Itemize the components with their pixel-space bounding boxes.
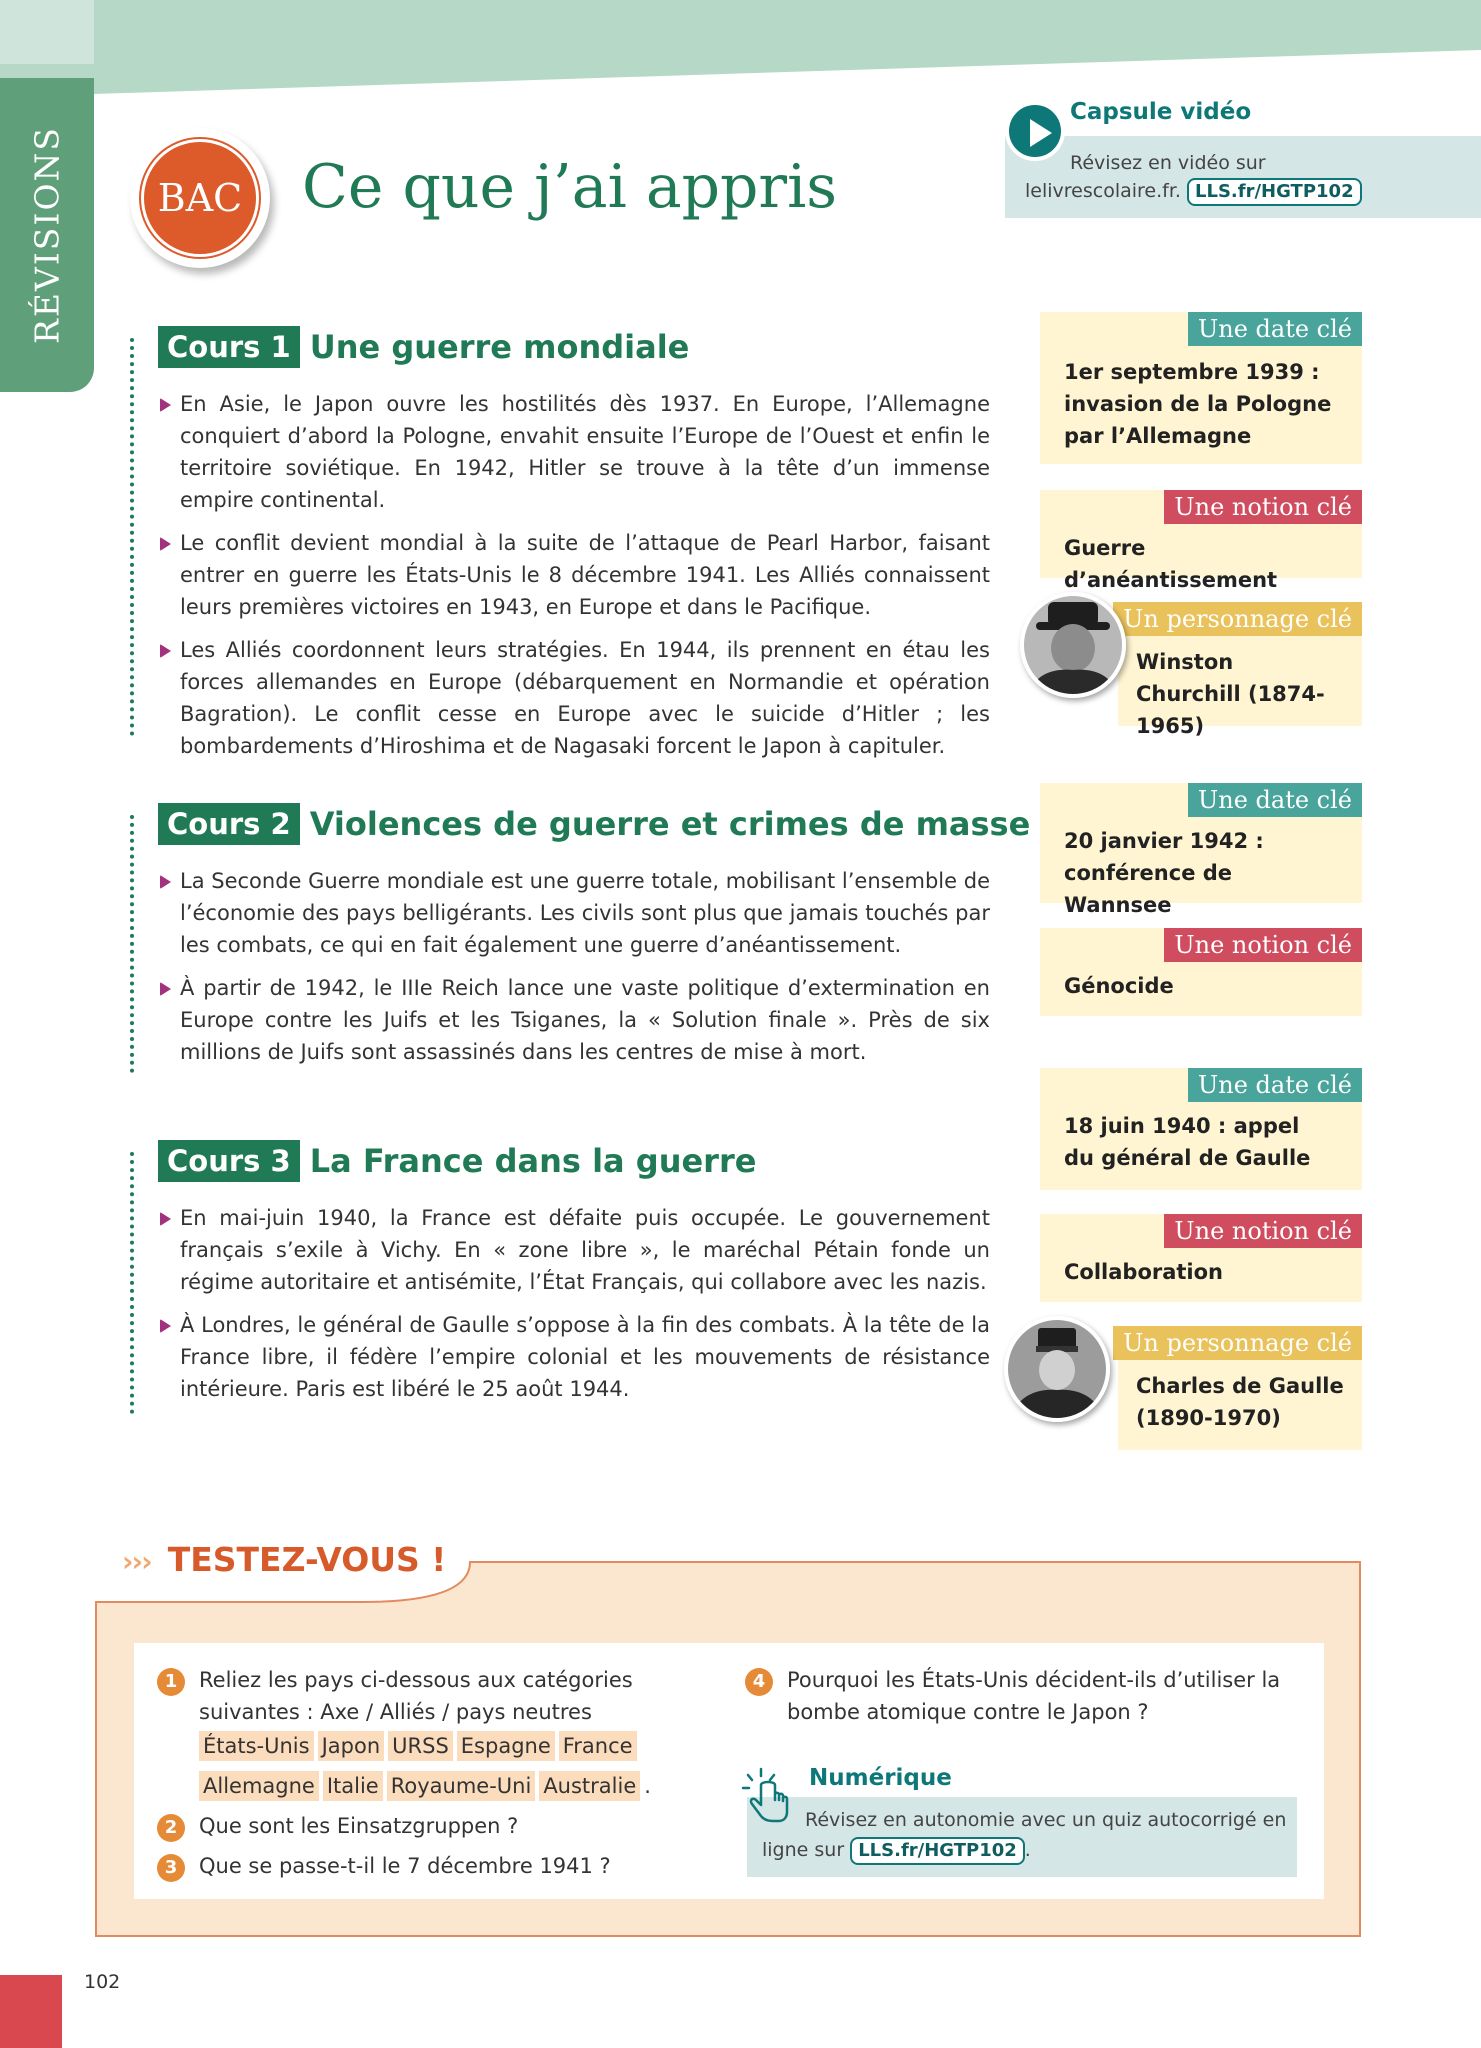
- capsule-video-box: [1005, 96, 1481, 220]
- country-chip: États-Unis: [199, 1731, 314, 1761]
- churchill-portrait: [1020, 592, 1126, 698]
- cours-2-number: Cours 2: [158, 803, 300, 845]
- key-notion-text: Génocide: [1064, 974, 1174, 998]
- key-notion-tag: Une notion clé: [1164, 1214, 1362, 1248]
- capsule-link[interactable]: LLS.fr/HGTP102: [1187, 178, 1362, 206]
- cours-2-heading: [158, 803, 1030, 845]
- cours-1-list: [158, 388, 990, 773]
- pointing-hand-icon: [737, 1765, 797, 1825]
- key-date-card: [1040, 783, 1362, 917]
- cours-1-heading: [158, 326, 689, 368]
- revisions-side-tab: [0, 78, 94, 392]
- capsule-text-line2: [1025, 178, 1362, 206]
- country-chip: Royaume-Uni: [387, 1771, 536, 1801]
- key-date-text: 18 juin 1940 : appel du général de Gaulle: [1064, 1114, 1311, 1170]
- cours-1-section: [130, 326, 990, 758]
- country-chip: Espagne: [457, 1731, 555, 1761]
- question-text: Que sont les Einsatzgruppen ?: [199, 1814, 519, 1838]
- capsule-site: lelivrescolaire.fr.: [1025, 180, 1181, 202]
- key-notion-text: Collaboration: [1064, 1260, 1224, 1284]
- key-date-text: 1er septembre 1939 : invasion de la Pologne par l’Allemagne: [1064, 360, 1332, 448]
- numerique-text-line1: Révisez en autonomie avec un quiz autocorrigé en: [805, 1809, 1287, 1831]
- countries-row-1: [199, 1731, 641, 1761]
- dotted-rule: [130, 338, 136, 736]
- list-item: À Londres, le général de Gaulle s’oppose à la fin des combats. À la tête de la France libre, il fédère l’empire colonial et les mouvements de résistance intérieure. Paris est libéré le 25 août 1944.: [158, 1309, 990, 1405]
- top-decorative-band: [0, 0, 1481, 100]
- cours-1-number: Cours 1: [158, 326, 300, 368]
- question-text: Reliez les pays ci-dessous aux catégories suivantes : Axe / Alliés / pays neutres: [199, 1668, 633, 1724]
- key-person-tag: Un personnage clé: [1113, 602, 1362, 636]
- numerique-prefix: ligne sur: [762, 1839, 845, 1861]
- question-1: [157, 1664, 677, 1728]
- testez-vous-title: [122, 1540, 446, 1579]
- list-item: Les Alliés coordonnent leurs stratégies. En 1944, ils prennent en étau les forces allemandes en Europe (débarquement en Normandie et opération Bagration). Le conflit cesse en Europe avec le suicide d’Hitler ; les bombardements d’Hiroshima et de Nagasaki forcent le Japon à capituler.: [158, 634, 990, 762]
- question-number: 2: [157, 1814, 185, 1842]
- key-notion-card: [1040, 1214, 1362, 1302]
- page-number: 102: [84, 1971, 121, 1993]
- country-chip: Allemagne: [199, 1771, 319, 1801]
- key-notion-card: [1040, 928, 1362, 1016]
- play-icon[interactable]: [1005, 101, 1065, 161]
- question-text: Que se passe-t-il le 7 décembre 1941 ?: [199, 1854, 611, 1878]
- dotted-rule: [130, 1152, 136, 1414]
- cours-2-title: Violences de guerre et crimes de masse: [309, 805, 1031, 843]
- list-item: En Asie, le Japon ouvre les hostilités dès 1937. En Europe, l’Allemagne conquiert d’abord la Pologne, envahit ensuite l’Europe de l’Ouest et enfin le territoire soviétique. En 1942, Hitler se trouve à la tête d’un immense empire continental.: [158, 388, 990, 516]
- question-number: 3: [157, 1854, 185, 1882]
- cours-3-list: [158, 1202, 990, 1416]
- numerique-link[interactable]: LLS.fr/HGTP102: [850, 1837, 1025, 1865]
- cours-3-number: Cours 3: [158, 1140, 300, 1182]
- question-number: 1: [157, 1668, 185, 1696]
- key-person-text: Winston Churchill (1874-1965): [1136, 650, 1325, 738]
- footer-color-block: [0, 1975, 62, 2048]
- countries-row-2: Allemagne Italie Royaume-Uni Australie .: [199, 1771, 651, 1801]
- dotted-rule: [130, 815, 136, 1073]
- chevrons-icon: ›››: [122, 1545, 151, 1578]
- question-2: [157, 1810, 677, 1842]
- key-date-tag: Une date clé: [1188, 783, 1362, 817]
- country-chip: Australie: [539, 1771, 640, 1801]
- country-chip: Japon: [318, 1731, 385, 1761]
- cours-3-title: La France dans la guerre: [309, 1142, 757, 1180]
- key-notion-card: [1040, 490, 1362, 592]
- key-notion-tag: Une notion clé: [1164, 928, 1362, 962]
- testez-vous-label: TESTEZ-VOUS !: [167, 1540, 447, 1579]
- key-person-text: Charles de Gaulle (1890-1970): [1136, 1374, 1344, 1430]
- cours-1-title: Une guerre mondiale: [309, 328, 690, 366]
- key-person-card: [1118, 602, 1362, 738]
- key-date-tag: Une date clé: [1188, 1068, 1362, 1102]
- key-person-card: [1118, 1326, 1362, 1450]
- question-4: [745, 1664, 1285, 1728]
- capsule-title: Capsule vidéo: [1070, 99, 1252, 125]
- country-chip: URSS: [388, 1731, 453, 1761]
- numerique-box: [737, 1765, 1297, 1877]
- key-date-card: [1040, 1068, 1362, 1190]
- question-3: [157, 1850, 677, 1882]
- key-notion-tag: Une notion clé: [1164, 490, 1362, 524]
- numerique-text-line2: ligne sur LLS.fr/HGTP102 .: [762, 1837, 1031, 1865]
- list-item: Le conflit devient mondial à la suite de l’attaque de Pearl Harbor, faisant entrer en guerre les États-Unis le 8 décembre 1941. Les Alliés connaissent leurs premières victoires en 1943, en Europe et dans le Pacifique.: [158, 527, 990, 623]
- cours-3-section: [130, 1140, 990, 1410]
- cours-2-section: [130, 803, 1031, 1073]
- list-item: La Seconde Guerre mondiale est une guerre totale, mobilisant l’ensemble de l’économie des pays belligérants. Les civils sont plus que jamais touchés par les combats, ce qui en fait également une guerre d’anéantissement.: [158, 865, 990, 961]
- capsule-text-line1: Révisez en vidéo sur: [1070, 152, 1266, 174]
- key-notion-text: Guerre d’anéantissement: [1064, 536, 1278, 592]
- key-date-card: [1040, 312, 1362, 464]
- side-tab-label: RÉVISIONS: [27, 126, 67, 344]
- question-text: Pourquoi les États-Unis décident-ils d’utiliser la bombe atomique contre le Japon ?: [787, 1668, 1281, 1724]
- key-date-text: 20 janvier 1942 : conférence de Wannsee: [1064, 829, 1264, 917]
- cours-2-list: [158, 865, 990, 1079]
- country-chip: France: [559, 1731, 637, 1761]
- page-title: Ce que j’ai appris: [302, 152, 838, 222]
- key-date-tag: Une date clé: [1188, 312, 1362, 346]
- bac-badge: [130, 128, 270, 268]
- list-item: En mai-juin 1940, la France est défaite puis occupée. Le gouvernement français s’exile à Vichy. En « zone libre », le maréchal Pétain fonde un régime autoritaire et antisémite, l’État Français, qui collabore avec les nazis.: [158, 1202, 990, 1298]
- de-gaulle-portrait: [1004, 1316, 1110, 1422]
- key-person-tag: Un personnage clé: [1113, 1326, 1362, 1360]
- cours-3-heading: [158, 1140, 756, 1182]
- question-number: 4: [745, 1668, 773, 1696]
- numerique-title: Numérique: [809, 1765, 952, 1791]
- bac-badge-label: BAC: [157, 176, 243, 220]
- list-item: À partir de 1942, le IIIe Reich lance une vaste politique d’extermination en Europe contre les Juifs et les Tsiganes, la « Solution finale ». Près de six millions de Juifs sont assassinés dans les centres de mise à mort.: [158, 972, 990, 1068]
- country-chip: Italie: [323, 1771, 383, 1801]
